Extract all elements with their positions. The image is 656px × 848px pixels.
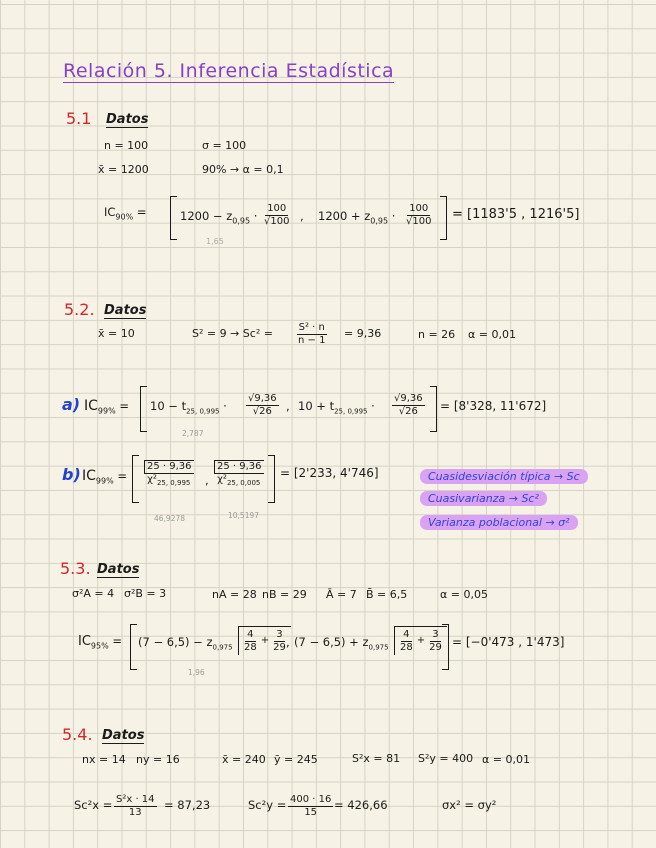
frac-3-2a — [398, 629, 415, 653]
t-sub-a-2: 25, 0,995 — [334, 407, 368, 416]
value-nb: nB = 29 — [262, 588, 307, 601]
section-number-5-2: 5.2. — [64, 300, 95, 319]
z-subscript: 0,95 — [232, 216, 251, 226]
chi-b1: χ² — [147, 473, 157, 485]
num-3-1a: 4 — [247, 629, 254, 640]
ic-text-3: IC — [78, 634, 91, 649]
page-title: Relación 5. Inferencia Estadística — [63, 60, 395, 82]
formula-right-text: 1200 + z — [318, 209, 371, 223]
frac-num-b2: 25 · 9,36 — [214, 460, 264, 474]
ic-label-a — [84, 399, 129, 415]
open-bracket-a — [140, 386, 147, 432]
value-n-2: n = 26 — [418, 328, 456, 341]
chi-note-1: 46,9278 — [154, 514, 186, 523]
open-bracket — [170, 196, 177, 240]
den-3-1a: 28 — [244, 641, 257, 653]
formula-a-right-text: 10 + t — [298, 399, 335, 413]
result-a: = [8'328, 11'672] — [440, 399, 547, 413]
chi-b2: χ² — [217, 473, 227, 485]
frac-den-2: √100 — [406, 215, 432, 227]
frac-3-1a — [242, 629, 259, 653]
value-na: nA = 28 — [212, 588, 257, 601]
ic-label-b — [82, 469, 127, 485]
formula-3-left — [138, 637, 233, 651]
t-note-a: 2,787 — [182, 429, 204, 438]
legend-cuasivarianza: Cuasivarianza → Sc² — [420, 491, 547, 506]
value-alpha-3: α = 0,05 — [440, 588, 488, 601]
frac-num: 100 — [267, 203, 287, 214]
value-sigma-a: σ²A = 4 — [72, 587, 115, 600]
den-3-1b: 29 — [273, 641, 286, 653]
comma: , — [300, 209, 304, 223]
fraction-sc2 — [296, 322, 327, 346]
dot: · — [253, 209, 258, 223]
equals-b: = — [117, 469, 127, 483]
equals-a: = — [119, 399, 129, 413]
frac-den: √100 — [264, 215, 290, 227]
result-5-3: = [−0'473 , 1'473] — [452, 635, 565, 649]
num-3-2a: 4 — [403, 629, 410, 640]
value-alpha-4: α = 0,01 — [482, 753, 530, 766]
chi-sub-b1: 25, 0,995 — [156, 478, 191, 487]
frac-num-2: 100 — [409, 203, 429, 214]
chi-sub-b2: 25, 0,005 — [226, 478, 261, 487]
value-alpha: α = 0,01 — [468, 328, 516, 341]
section-heading-datos-2: Datos — [104, 303, 147, 318]
open-bracket-b — [132, 455, 139, 503]
comma-a: , — [286, 399, 290, 413]
frac-num-a1: √9,36 — [248, 393, 277, 404]
ic-sub-3: 95% — [90, 641, 109, 651]
fraction-sigma-sqrt-n — [262, 203, 291, 227]
formula-3-right-text: (7 − 6,5) + z — [294, 635, 369, 649]
frac-num-a2: √9,36 — [394, 393, 423, 404]
close-bracket-3 — [442, 624, 449, 670]
section-number-5-4: 5.4. — [62, 725, 93, 744]
value-sc2: = 9,36 — [344, 327, 382, 340]
scx-den: 13 — [128, 806, 142, 818]
scy-den: 15 — [304, 806, 318, 818]
formula-right — [318, 211, 395, 225]
plus-3-1: + — [260, 635, 270, 646]
t-sub-a: 25, 0,995 — [186, 407, 220, 416]
frac-den-a2: √26 — [398, 405, 418, 417]
fraction-a-2 — [392, 393, 425, 417]
scy-num: 400 · 16 — [290, 794, 332, 805]
section-number-5-3: 5.3. — [60, 559, 91, 578]
formula-a-right: $10 + t_{25, 0,995}$ · — [298, 399, 375, 416]
open-bracket-3 — [130, 624, 137, 670]
frac-den-3: n − 1 — [298, 334, 326, 346]
z-subscript-2: 0,95 — [370, 216, 389, 226]
fraction-a-1 — [246, 393, 279, 417]
ic-sub-a: 99% — [97, 406, 116, 416]
scx-num: S²x · 14 — [116, 794, 155, 805]
value-xbar-4: x̄ = 240 — [222, 753, 266, 766]
close-bracket-a — [430, 386, 437, 432]
z-note: 1,65 — [206, 237, 224, 246]
section-number-5-1: 5.1 — [66, 109, 92, 128]
ic-label-3 — [78, 635, 122, 650]
equals-3: = — [112, 634, 122, 648]
z-sub-3-2: 0,975 — [368, 643, 389, 652]
section-heading-datos-4: Datos — [102, 728, 145, 743]
dot-2: · — [391, 209, 396, 223]
scy-result: = 426,66 — [334, 798, 388, 812]
frac-num-b1: 25 · 9,36 — [144, 460, 194, 474]
frac-den-b2 — [215, 474, 262, 487]
frac-den-b1 — [145, 474, 192, 487]
sqrt-3-2 — [394, 626, 447, 655]
value-xbar-2: x̄ = 10 — [98, 327, 135, 340]
sqrt-3-1 — [238, 626, 291, 655]
section-heading-datos-3: Datos — [97, 562, 140, 577]
ic-text-b: IC — [82, 468, 96, 484]
ic-sub-b: 99% — [95, 476, 114, 486]
den-3-2b: 29 — [429, 641, 442, 653]
comma-3: , — [286, 635, 290, 649]
value-confidence: 90% → α = 0,1 — [202, 163, 284, 176]
section-heading-datos: Datos — [106, 112, 149, 127]
fraction-sigma-sqrt-n-2 — [404, 203, 433, 227]
value-sy: S²y = 400 — [418, 752, 474, 765]
value-sx: S²x = 81 — [352, 752, 401, 765]
value-bbar: B̄ = 6,5 — [366, 588, 408, 601]
part-b-label: b) — [62, 465, 81, 484]
value-sigma: σ = 100 — [202, 139, 247, 152]
den-3-2a: 28 — [400, 641, 413, 653]
num-3-2b: 3 — [432, 629, 439, 640]
chi-note-2: 10,5197 — [228, 511, 260, 520]
z-note-3: 1,96 — [188, 668, 205, 677]
z-sub-3: 0,975 — [212, 643, 233, 652]
value-abar: Ā = 7 — [326, 588, 357, 601]
fraction-b-1 — [144, 460, 194, 487]
num-3-1b: 3 — [276, 629, 283, 640]
comma-b: , — [205, 473, 209, 487]
value-s2: S² = 9 → Sc² = — [192, 327, 273, 340]
scx-result: = 87,23 — [164, 798, 211, 812]
close-bracket-b — [268, 455, 275, 503]
value-ny: ny = 16 — [136, 753, 180, 766]
close-bracket — [440, 196, 447, 240]
scx-label: Sc²x = — [74, 798, 113, 812]
result-5-1: = [1183'5 , 1216'5] — [452, 207, 580, 222]
value-ybar-4: ȳ = 245 — [274, 753, 318, 766]
ic-text: IC — [104, 205, 116, 219]
fraction-scx — [114, 794, 157, 818]
formula-3-left-text: (7 − 6,5) − z — [138, 635, 213, 649]
value-xbar: x̄ = 1200 — [98, 163, 149, 176]
formula-left-text: 1200 − z — [180, 209, 233, 223]
scy-label: Sc²y = — [248, 798, 287, 812]
ic-text-a: IC — [84, 398, 98, 414]
ic-label — [104, 207, 147, 221]
ic-subscript: 90% — [115, 212, 134, 222]
part-a-label: a) — [62, 395, 81, 414]
fraction-scy — [288, 794, 333, 818]
legend-varianza: Varianza poblacional → σ² — [420, 515, 578, 530]
result-b: = [2'233, 4'746] — [280, 466, 379, 480]
value-n: n = 100 — [104, 139, 149, 152]
frac-den-a1: √26 — [252, 405, 272, 417]
equals-sign: = — [136, 205, 147, 219]
plus-3-2: + — [416, 635, 426, 646]
formula-a-left-text: 10 − t — [150, 399, 187, 413]
value-nx: nx = 14 — [82, 753, 126, 766]
formula-a-left: $10 - t_{25, 0,995}$ · — [150, 399, 227, 416]
legend-cuasidesviacion: Cuasidesviación típica → Sc — [420, 469, 588, 484]
formula-left — [180, 211, 257, 225]
formula-3-right — [294, 637, 389, 651]
frac-num-3: S² · n — [298, 322, 325, 333]
fraction-b-2 — [214, 460, 264, 487]
value-sigma-b: σ²B = 3 — [124, 587, 167, 600]
sigma-equality: σx² = σy² — [442, 798, 497, 812]
